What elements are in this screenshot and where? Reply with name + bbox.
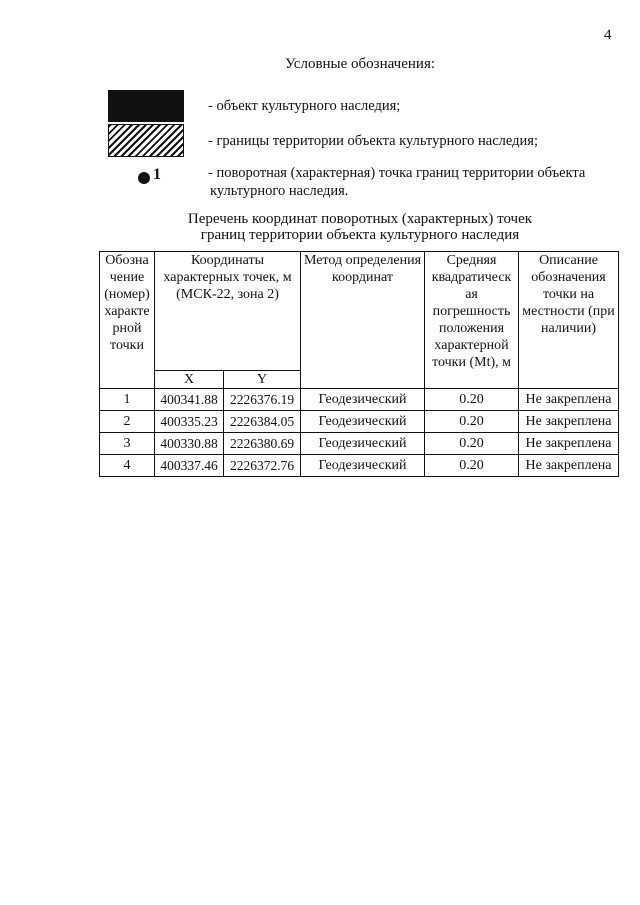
cell-y: 2226372.76 [224, 455, 301, 477]
cell-x: 400330.88 [155, 433, 224, 455]
cell-point-number: 2 [100, 411, 155, 433]
page-number: 4 [604, 27, 612, 43]
cell-x: 400335.23 [155, 411, 224, 433]
cell-description: Не закреплена [519, 389, 619, 411]
table-title [0, 211, 640, 243]
cell-error: 0.20 [425, 389, 519, 411]
cultural-heritage-object-symbol [108, 90, 184, 122]
cell-method: Геодезический [301, 389, 425, 411]
turning-point-marker-label: 1 [153, 166, 161, 183]
coordinates-table [99, 251, 619, 477]
cell-x: 400337.46 [155, 455, 224, 477]
cell-error: 0.20 [425, 411, 519, 433]
header-coordinates: Координаты характерных точек, м (МСК-22, зона 2) [155, 252, 301, 371]
cell-y: 2226384.05 [224, 411, 301, 433]
cell-description: Не закреплена [519, 455, 619, 477]
cell-x: 400341.88 [155, 389, 224, 411]
table-row [100, 411, 619, 433]
table-title-line2: границ территории объекта культурного наследия [200, 227, 520, 243]
legend-item-heritage-object: - объект культурного наследия; [208, 98, 401, 114]
cell-method: Геодезический [301, 455, 425, 477]
legend-title: Условные обозначения: [284, 56, 436, 72]
header-method: Метод определения координат [301, 252, 425, 389]
cell-point-number: 1 [100, 389, 155, 411]
cell-y: 2226380.69 [224, 433, 301, 455]
cell-y: 2226376.19 [224, 389, 301, 411]
header-x: X [155, 371, 224, 389]
cell-method: Геодезический [301, 433, 425, 455]
header-error: Средняя квадратическ ая погрешность положения характерной точки (Mt), м [425, 252, 519, 389]
cell-point-number: 4 [100, 455, 155, 477]
cell-error: 0.20 [425, 433, 519, 455]
table-row [100, 389, 619, 411]
cell-method: Геодезический [301, 411, 425, 433]
table-row [100, 433, 619, 455]
table-title-line1: Перечень координат поворотных (характерных) точек [187, 211, 533, 227]
table-row [100, 455, 619, 477]
legend-item-turning-point [208, 164, 618, 200]
cell-error: 0.20 [425, 455, 519, 477]
territory-boundary-symbol [108, 124, 184, 157]
turning-point-dot-icon [138, 172, 150, 184]
cell-description: Не закреплена [519, 433, 619, 455]
header-y: Y [224, 371, 301, 389]
cell-description: Не закреплена [519, 411, 619, 433]
legend-item-turning-point-line2: культурного наследия. [210, 183, 349, 199]
header-designation: Обозна чение (номер) характе рной точки [100, 252, 155, 389]
cell-point-number: 3 [100, 433, 155, 455]
header-description: Описание обозначения точки на местности (при наличии) [519, 252, 619, 389]
legend-item-turning-point-line1: - поворотная (характерная) точка границ территории объекта [208, 165, 586, 181]
legend-item-territory-boundary: - границы территории объекта культурного наследия; [208, 133, 538, 149]
